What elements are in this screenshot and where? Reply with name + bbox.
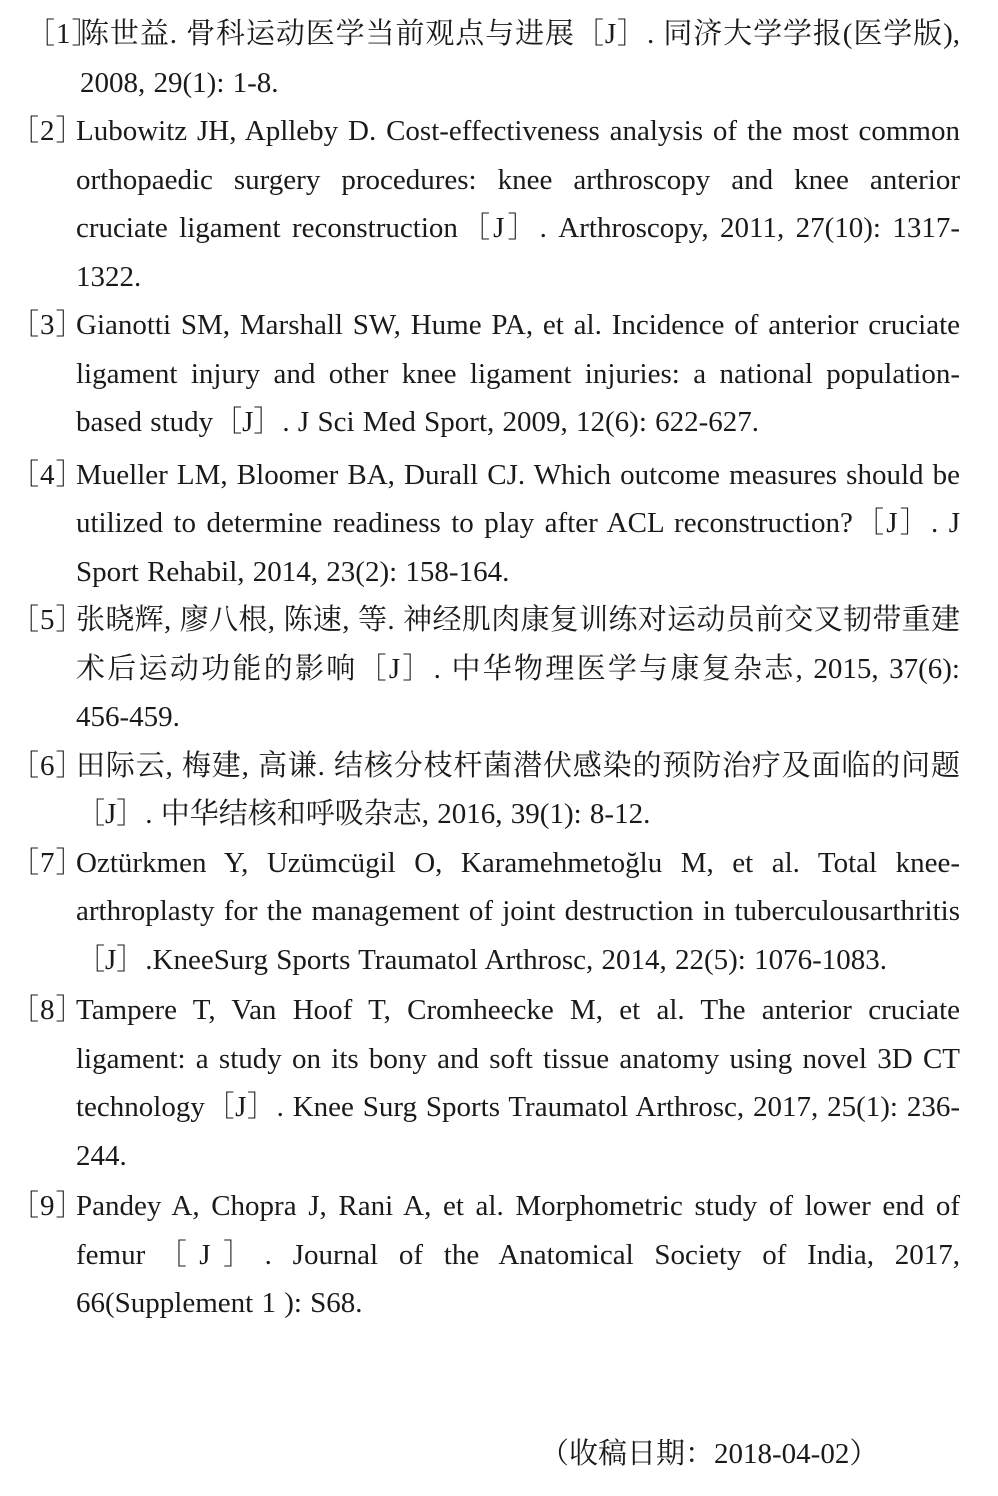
- reference-text: 田际云, 梅建, 高谦. 结核分枝杆菌潜伏感染的预防治疗及面临的问题［J］. 中华结核和呼吸杂志, 2016, 39(1): 8-12.: [76, 749, 960, 830]
- reference-text: Oztürkmen Y, Uzümcügil O, Karamehmetoğlu M, et al. Total knee-arthroplasty for the management of joint destruction in tuberculousarthritis［J］.KneeSurg Sports Traumatol Arthrosc, 2014, 22(5): 1076-1083.: [76, 846, 960, 976]
- reference-list: [0, 10, 998, 1328]
- reference-text: Lubowitz JH, Aplleby D. Cost-effectiveness analysis of the most common orthopaedic surgery procedures: knee arthroscopy and knee anterior cruciate ligament reconstruction［J］. Arthroscopy, 2011, 27(10): 1317-1322.: [76, 115, 960, 293]
- reference-number: ［3］: [10, 309, 86, 341]
- reference-number: ［2］: [10, 115, 86, 147]
- received-date: （收稿日期：2018-04-02）: [540, 1438, 879, 1470]
- reference-item: [0, 839, 998, 985]
- reference-text: Tampere T, Van Hoof T, Cromheecke M, et al. The anterior cruciate ligament: a study on its bony and soft tissue anatomy using novel 3D CT technology［J］. Knee Surg Sports Traumatol Arthrosc, 2017, 25(1): 236-244.: [76, 994, 960, 1172]
- reference-text: 张晓辉, 廖八根, 陈速, 等. 神经肌肉康复训练对运动员前交叉韧带重建术后运动功能的影响［J］. 中华物理医学与康复杂志, 2015, 37(6): 456-459.: [76, 604, 960, 733]
- reference-item: [0, 107, 998, 301]
- reference-number: ［4］: [10, 458, 86, 491]
- reference-text: 陈世益. 骨科运动医学当前观点与进展［J］. 同济大学学报(医学版), 2008, 29(1): 1-8.: [80, 18, 960, 99]
- reference-item: [0, 596, 998, 742]
- reference-number: ［7］: [10, 846, 86, 879]
- reference-item: [0, 1182, 998, 1328]
- reference-number: ［8］: [10, 994, 86, 1026]
- reference-item: [0, 10, 998, 107]
- reference-item: [0, 451, 998, 597]
- reference-number: ［9］: [10, 1190, 86, 1222]
- reference-number: ［6］: [10, 749, 86, 782]
- reference-number: ［5］: [10, 604, 86, 636]
- reference-number: ［1］: [26, 18, 102, 50]
- reference-text: Mueller LM, Bloomer BA, Durall CJ. Which outcome measures should be utilized to determine readiness to play after ACL reconstruction?［J］. J Sport Rehabil, 2014, 23(2): 158-164.: [76, 458, 960, 588]
- reference-item: [0, 301, 998, 447]
- reference-item: [0, 742, 998, 839]
- reference-text: Gianotti SM, Marshall SW, Hume PA, et al. Incidence of anterior cruciate ligament injury and other knee ligament injuries: a national population-based study［J］. J Sci Med Sport, 2009, 12(6): 622-627.: [76, 309, 960, 438]
- reference-item: [0, 986, 998, 1180]
- reference-text: Pandey A, Chopra J, Rani A, et al. Morphometric study of lower end of femur［J］. Journal of the Anatomical Society of India, 2017, 66(Supplement 1 ): S68.: [76, 1190, 960, 1319]
